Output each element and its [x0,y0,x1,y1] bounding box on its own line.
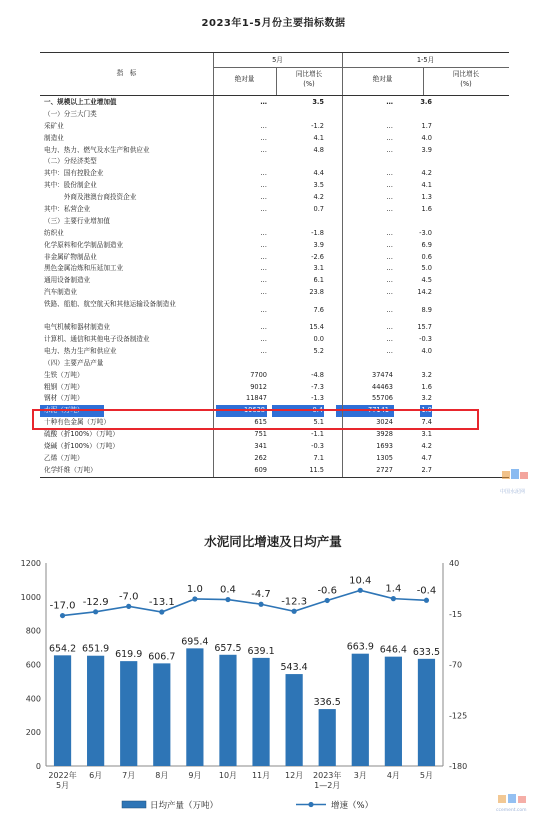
may-absolute: … [260,98,267,106]
may-absolute: … [260,145,267,154]
table-row [40,121,509,133]
janmay-absolute: 55706 [372,394,393,403]
growth-point [325,598,330,603]
right-tick-label: 40 [449,559,460,568]
may-absolute: … [260,121,267,130]
may-yoy: -7.3 [311,382,324,391]
row-label: 钢材（万吨） [44,394,84,403]
may-yoy: 3.9 [313,240,324,249]
x-tick-label [89,771,102,780]
table-row [40,204,509,216]
x-tick-label [420,771,433,780]
table-row [40,180,509,192]
janmay-yoy: 3.2 [421,394,432,403]
legend-line-label: 增速（%） [331,801,374,811]
row-label: 铁路、船舶、航空航天和其他运输设备制造业 [44,300,176,309]
may-absolute: … [260,276,267,285]
growth-value-label: -12.3 [281,596,308,608]
may-absolute: 615 [254,418,267,427]
header-indicator: 指 标 [116,69,137,77]
left-tick-label: 800 [25,626,41,636]
janmay-yoy: 5.0 [421,264,432,273]
table-row [40,429,509,441]
janmay-absolute: 3024 [376,418,393,427]
row-label: （一）分三大门类 [44,109,97,118]
may-yoy: -4.8 [311,370,324,379]
right-tick-label: -125 [449,711,468,721]
janmay-absolute: … [386,121,393,130]
bar-value-label: 619.9 [115,649,143,661]
row-label: 其中：私营企业 [44,205,91,214]
janmay-absolute: 44463 [372,382,393,391]
document-title: 2023年1-5月份主要指标数据 [201,18,346,29]
table-row [40,228,509,240]
janmay-absolute: … [386,288,393,297]
growth-line [63,590,427,615]
may-absolute: … [260,193,267,202]
may-yoy: 23.8 [309,288,324,297]
bar-value-label: 543.4 [280,662,308,674]
x-tick-line: 8月 [155,771,169,780]
may-absolute: … [260,169,267,178]
header-absolute-janmay: 绝对量 [372,75,393,83]
header-absolute-may: 绝对量 [234,75,255,83]
janmay-yoy: 1.9 [420,405,432,417]
growth-point [292,609,297,614]
table-row [40,322,509,334]
may-absolute: 19638 [216,405,267,417]
table-row [40,168,509,180]
row-label: 水泥（万吨） [40,405,104,417]
janmay-yoy: 4.1 [421,181,432,190]
bar [286,674,303,766]
bar-value-label: 651.9 [82,643,110,655]
table-row [40,275,509,287]
growth-value-label: -12.9 [82,596,109,608]
janmay-yoy: 7.4 [421,418,432,427]
growth-point [424,598,429,603]
growth-point [358,588,363,593]
janmay-yoy: -3.0 [419,228,432,237]
janmay-yoy: 2.7 [421,465,432,474]
growth-point [258,602,263,607]
janmay-absolute: … [386,276,393,285]
table-row [40,252,509,264]
may-yoy: 5.2 [313,346,324,355]
may-yoy: 0.0 [313,335,324,344]
janmay-yoy: 4.7 [421,453,432,462]
may-absolute: … [260,228,267,237]
bar-value-label: 336.5 [313,697,341,709]
table-row [40,370,509,382]
janmay-yoy: 4.5 [421,276,432,285]
table-row [40,240,509,252]
table-row [40,109,509,121]
janmay-absolute: … [386,228,393,237]
bar [219,655,236,766]
janmay-absolute: … [386,335,393,344]
bar [418,659,435,766]
x-tick-label [219,771,237,780]
growth-point [126,604,131,609]
growth-point [225,597,230,602]
left-tick-label: 0 [35,762,41,771]
row-label: 黑色金属冶炼和压延加工业 [44,264,124,273]
may-yoy: 0.7 [313,205,324,214]
janmay-yoy: 3.6 [420,98,432,106]
table-row [40,453,509,465]
x-tick-line: 5月 [55,781,70,790]
row-label: 十种有色金属（万吨） [44,418,110,427]
may-absolute: … [260,252,267,261]
bar-value-label: 663.9 [346,641,374,653]
left-tick-label: 200 [25,728,41,738]
x-tick-label [48,770,76,790]
bar-value-label: 695.4 [181,636,209,648]
watermark-text-top: 中国水泥网 [500,489,526,495]
janmay-absolute: 77141 [336,405,394,417]
may-yoy: 4.4 [313,169,324,178]
bar-value-label: 639.1 [247,645,275,657]
row-label: 化学纤维（万吨） [44,465,97,474]
right-tick-label: -70 [449,660,463,670]
may-yoy: -1.8 [311,228,324,237]
may-absolute: … [260,264,267,273]
row-label: 一、规模以上工业增加值 [44,98,117,106]
bar [385,657,402,766]
may-absolute: 609 [254,465,267,474]
x-tick-label [122,771,135,780]
chart-title: 水泥同比增速及日均产量 [204,534,342,549]
table-row [40,133,509,145]
row-label: 外商及港澳台商投资企业 [44,193,137,202]
janmay-absolute: 2727 [376,465,393,474]
x-tick-label [188,771,201,780]
may-absolute: … [260,288,267,297]
growth-point [192,596,197,601]
legend-bar-label: 日均产量（万吨） [150,801,219,811]
row-label: 电力、热力生产和供应业 [44,346,117,355]
may-absolute: … [260,323,267,332]
row-label: 非金属矿物制品业 [44,252,97,261]
growth-value-label: 1.4 [385,583,402,595]
janmay-absolute: … [386,346,393,355]
may-yoy: 6.1 [313,276,324,285]
bar [352,654,369,766]
janmay-absolute: 37474 [372,370,393,379]
may-absolute: 9012 [250,382,267,391]
janmay-absolute: 3928 [376,430,393,439]
row-label: 采矿业 [44,121,64,130]
bar-value-label: 606.7 [148,651,176,663]
janmay-absolute: … [386,306,393,315]
row-label: 其中：股份制企业 [44,181,97,190]
x-tick-line: 3月 [353,771,367,780]
row-label: 通用设备制造业 [44,276,91,285]
table-header [40,52,509,96]
growth-value-label: -0.4 [416,585,437,597]
may-yoy: -1.2 [311,121,324,130]
header-may: 5月 [272,56,283,64]
janmay-yoy: 8.9 [421,306,432,315]
bar [54,655,71,766]
table-row [40,216,509,228]
may-absolute: 751 [254,430,267,439]
bar-value-label: 646.4 [379,644,407,656]
janmay-absolute: … [386,323,393,332]
may-yoy: 4.2 [313,193,324,202]
may-yoy: -0.4 [272,405,324,417]
cement-row-highlight-box [32,409,479,430]
bar [252,658,269,766]
janmay-absolute: … [386,145,393,154]
table-row [40,358,509,370]
may-yoy: -0.3 [311,442,324,451]
row-label: （二）分经济类型 [44,157,97,166]
legend-line-marker [308,802,313,807]
left-tick-label: 1000 [20,592,41,602]
row-label: 制造业 [44,133,64,142]
table-row [40,346,509,358]
x-tick-label [313,770,341,790]
row-label: （四）主要产品产量 [44,358,104,367]
growth-value-label: 0.4 [220,584,236,596]
may-absolute: … [260,306,267,315]
x-tick-line: 10月 [218,771,238,780]
janmay-yoy: 1.7 [421,121,432,130]
janmay-yoy: 4.2 [421,442,432,451]
x-tick-line: 2023年 [313,771,342,780]
growth-point [60,613,65,618]
bar [186,648,203,766]
bar [319,709,336,766]
x-tick-label [285,771,303,780]
bar [153,663,170,766]
table-row [40,441,509,453]
may-absolute: … [260,133,267,142]
may-absolute: … [260,346,267,355]
janmay-absolute: … [386,264,393,273]
janmay-yoy: 6.9 [421,240,432,249]
row-label: 其中：国有控股企业 [44,169,104,178]
x-tick-line: 12月 [285,771,304,780]
table-row [40,334,509,346]
x-tick-label [387,771,400,780]
growth-value-label: -4.7 [251,589,271,601]
x-tick-label [155,771,168,780]
may-yoy: -1.3 [311,394,324,403]
may-yoy: 3.1 [313,264,324,273]
may-yoy: 4.1 [313,133,324,142]
janmay-yoy: 4.0 [421,346,432,355]
may-absolute: 11847 [246,394,267,403]
janmay-yoy: 3.1 [421,430,432,439]
janmay-yoy: 3.9 [421,145,432,154]
x-tick-line: 7月 [122,771,136,780]
table-row [40,287,509,299]
x-tick-label [354,771,367,780]
may-yoy: -2.6 [311,252,324,261]
may-yoy: 3.5 [312,98,324,106]
janmay-yoy: -0.3 [419,335,432,344]
janmay-absolute: … [386,240,393,249]
janmay-absolute: … [386,169,393,178]
may-yoy: 3.5 [313,181,324,190]
may-absolute: … [260,240,267,249]
x-tick-line: 1—2月 [314,781,341,790]
bar-value-label: 657.5 [214,642,242,654]
right-tick-label: -180 [449,762,468,771]
table-row [40,97,509,109]
row-label: 计算机、通信和其他电子设备制造业 [44,335,150,344]
janmay-absolute: … [386,252,393,261]
janmay-yoy: 4.2 [421,169,432,178]
may-yoy: 5.1 [313,418,324,427]
janmay-absolute: … [386,205,393,214]
janmay-yoy: 14.2 [417,288,432,297]
may-yoy: 4.8 [313,145,324,154]
may-absolute: 262 [254,453,267,462]
growth-point [391,596,396,601]
may-yoy: 7.6 [313,306,324,315]
janmay-absolute: … [386,133,393,142]
legend-bar-swatch [122,801,146,808]
janmay-absolute: … [386,181,393,190]
janmay-absolute: 1305 [376,453,393,462]
janmay-absolute: … [386,193,393,202]
left-tick-label: 400 [25,694,41,704]
janmay-yoy: 1.6 [421,205,432,214]
may-absolute: … [260,181,267,190]
may-yoy: 11.5 [309,465,324,474]
growth-value-label: 1.0 [186,583,203,595]
row-label: 化学原料和化学制品制造业 [44,240,124,249]
may-absolute: … [260,335,267,344]
table-row [40,393,509,405]
x-tick-line: 9月 [188,771,202,780]
table-row [40,192,509,204]
row-label: 粗钢（万吨） [44,382,84,391]
row-label: 电力、热力、燃气及水生产和供应业 [44,145,150,154]
janmay-absolute: … [386,98,393,106]
left-tick-label: 1200 [20,559,41,568]
row-label: 生铁（万吨） [44,370,84,379]
janmay-yoy: 1.6 [421,382,432,391]
may-absolute: 7700 [250,370,267,379]
row-label: 乙烯（万吨） [44,453,84,462]
x-tick-label [252,771,270,780]
watermark-top [500,466,532,495]
may-yoy: -1.1 [311,430,324,439]
table-row [40,465,509,477]
header-yoy-janmay: 同比增长 [452,70,480,78]
growth-value-label: -13.1 [148,596,175,608]
row-label: 电气机械和器材制造业 [44,323,110,332]
table-row [40,299,509,322]
header-unit-janmay: (%) [460,80,472,88]
x-tick-line: 5月 [419,771,434,780]
header-jan-may: 1-5月 [416,56,435,64]
row-label: 纺织业 [44,228,64,237]
janmay-yoy: 15.7 [417,323,432,332]
bar [87,656,104,766]
x-tick-line: 6月 [89,771,103,780]
x-tick-line: 11月 [251,771,271,780]
row-label: 汽车制造业 [44,288,77,297]
table-row [40,156,509,168]
table-bottom-rule [40,477,509,478]
header-unit-may: (%) [303,80,315,88]
growth-point [159,609,164,614]
may-yoy: 7.1 [313,453,324,462]
watermark-logo-icon-bottom [496,792,530,806]
growth-value-label: -7.0 [118,591,139,603]
may-absolute: … [260,205,267,214]
bar-value-label: 633.5 [412,646,441,658]
janmay-yoy: 1.3 [421,193,432,202]
left-tick-label: 600 [25,660,41,670]
row-label: （三）主要行业增加值 [44,216,110,225]
table-row [40,145,509,157]
bar [120,661,137,766]
growth-value-label: -0.6 [317,585,337,597]
janmay-yoy: 3.2 [421,370,432,379]
row-label: 烧碱（折100%）（万吨） [44,442,119,451]
watermark-logo-icon [500,466,532,486]
bar-value-label: 654.2 [48,643,77,655]
growth-value-label: -17.0 [49,600,76,612]
janmay-yoy: 4.0 [421,133,432,142]
janmay-yoy: 0.6 [421,252,432,261]
x-tick-line: 2022年 [48,771,77,780]
x-tick-line: 4月 [386,771,400,780]
header-yoy-may: 同比增长 [295,70,323,78]
table-row [40,263,509,275]
janmay-absolute: 1693 [376,442,393,451]
right-tick-label: -15 [449,609,463,619]
growth-value-label: 10.4 [349,575,372,587]
growth-point [93,609,98,614]
may-yoy: 15.4 [309,323,324,332]
table-row [40,382,509,394]
watermark-bottom [496,792,530,813]
watermark-text-bottom: ccement.com [496,808,527,813]
may-absolute: 341 [254,442,267,451]
row-label: 硫酸（折100%）（万吨） [44,430,119,439]
cement-chart [0,520,547,827]
